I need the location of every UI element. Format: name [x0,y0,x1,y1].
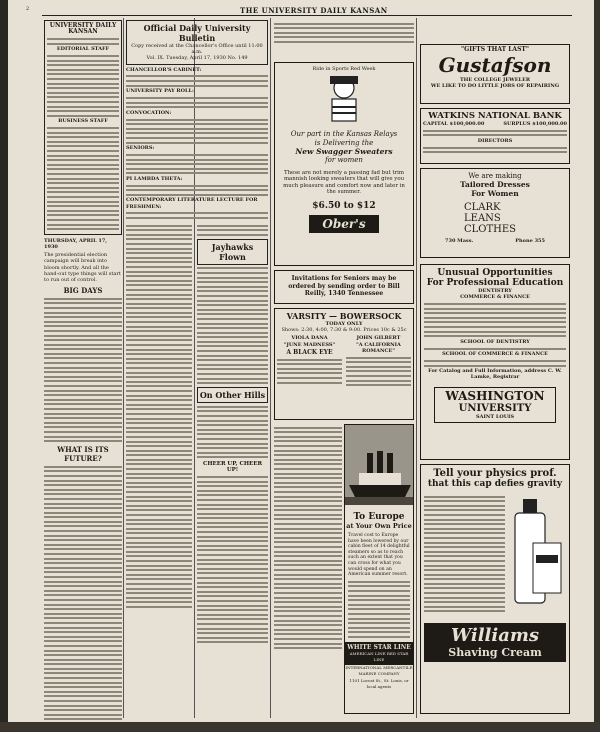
jayhawks-flown-headline: Jayhawks Flown [197,239,268,265]
watkins-bank-ad [420,108,570,164]
masthead-title: THE UNIVERSITY DAILY KANSAN [240,6,388,15]
bulletin-item: CONTEMPORARY LITERATURE LECTURE FOR FRESHMEN: [126,197,258,210]
business-staff-head: BUSINESS STAFF [58,118,108,125]
varsity-subtitle: TODAY ONLY [325,321,363,327]
clarks-logo-line: CLARK [464,202,501,213]
obers-line: New Swagger Sweaters [295,147,393,157]
varsity-theater-ad [274,308,414,420]
white-star-partners: AMERICAN LINE RED STAR LINE [349,650,409,663]
clarks-logo-line: LEANS [464,213,501,224]
news-column-2 [126,222,192,718]
big-days-body [44,298,122,442]
dateline: THURSDAY, APRIL 17, 1930 [44,237,108,250]
williams-brand: Williams [450,625,540,646]
bulletin-item: UNIVERSITY PAY ROLL: [126,88,194,95]
big-days-headline: BIG DAYS [63,286,103,296]
varsity-shows: Shows: 2:30, 4:00, 7:30 & 9:00. Prices 10c & 25c [281,327,407,334]
column-rule [270,18,271,718]
column-rule [416,18,417,718]
right-film-title: "A CALIFORNIA ROMANCE" [356,341,401,354]
bulletin-subtitle: Copy received at the Chancellor's Office until 11:00 a.m. [131,43,263,56]
varsity-title: VARSITY — BOWERSOCK [286,311,402,321]
obers-line: Our part in the Kansas Relays [290,130,398,139]
washu-sub: COMMERCE & FINANCE [460,294,530,301]
washu-school: SCHOOL OF DENTISTRY [460,338,530,345]
washu-school: SCHOOL OF COMMERCE & FINANCE [442,351,548,358]
left-film-title: "JUNE MADNESS" [283,341,336,348]
editorial-column [44,20,122,720]
washu-logo-line: WASHINGTON [445,388,545,403]
left-film-star: VIOLA DANA [291,335,328,342]
obers-sweater-ad [274,62,414,266]
williams-headline: that this cap defies gravity [427,479,563,489]
washu-logo [434,387,556,423]
washu-logo-line: SAINT LOUIS [475,413,515,420]
invitations-text: Invitations for Seniors may be ordered by sending order to Bill Reilly, 1340 Tennessee [288,275,400,298]
editorial-staff-head: EDITORIAL STAFF [56,46,110,53]
obers-line: for women [325,156,363,165]
obers-body: These are not merely a passing fad but trim mannish looking sweaters that will give you much pleasure and comfort now and later in the summer. [283,169,405,196]
washu-logo-line: UNIVERSITY [458,402,532,414]
white-star-subheadline: at Your Own Price [346,522,412,530]
gustafson-slogan: WE LIKE TO DO LITTLE JOBS OF REPAIRING [430,83,560,90]
official-bulletin [126,20,268,220]
watkins-title: WATKINS NATIONAL BANK [428,111,562,121]
steamship-illustration [345,425,414,505]
invitations-ad [274,270,414,304]
washu-headline: For Professional Education [426,278,564,288]
nameplate-box [44,20,122,235]
clarks-logo [464,202,566,235]
what-future-body [44,466,122,720]
nameplate: UNIVERSITY DAILY KANSAN [49,22,117,36]
clarks-address: 730 Mass. [444,238,474,244]
obers-line: is Delivering the [314,138,374,147]
washu-sub: DENTISTRY [478,288,512,294]
column-rule [123,18,124,718]
white-star-headline: To Europe [353,512,405,522]
bulletin-title: Official Daily University Bulletin [143,23,251,43]
williams-logo [424,623,566,662]
clarks-line: For Women [471,189,519,198]
white-star-body: Travel cost to Europe have been lowered by our cabin fleet of 14 delightful steamers so as to reach such an extent that you can cross for what you would spend on an American summer resort. [348,533,410,578]
bulletin-header-box [126,20,268,65]
gustafson-ad [420,44,570,104]
what-future-headline: WHAT IS ITS FUTURE? [57,445,109,464]
news-column-4 [274,424,342,724]
bulletin-item: CHANCELLOR'S CABINET: [126,66,202,73]
obers-top-line: Ride in Sports Red Week [312,66,376,72]
clarks-clothes-ad [420,168,570,258]
bulletin-issue: Vol. IX. Tuesday, April 17, 1930 No. 149 [146,55,248,62]
gustafson-logo: Gustafson [438,53,552,78]
sweater-girl-illustration [278,72,410,124]
news-column-4-top [274,20,414,60]
lead-paragraph: The presidential election campaign will break into bloom shortly. And all the hand-out type things will start to run out of control. [44,252,121,283]
obers-logo: Ober's [309,215,379,233]
bulletin-item: PI LAMBDA THETA: [126,175,183,182]
page-edge-right [594,0,600,732]
shaving-cream-tube-illustration [509,493,565,613]
obers-price: $6.50 to $12 [312,201,376,212]
bulletin-item: CONVOCATION: [126,109,172,116]
bulletin-item: SENIORS: [126,145,155,152]
white-star-footer [345,642,413,665]
washu-catalog: For Catalog and Full Information, address C. W. Lamke, Registrar [428,368,562,381]
white-star-brand: WHITE STAR LINE [347,643,411,651]
clarks-intro: We are making [468,172,522,180]
gustafson-desc: THE COLLEGE JEWELER [459,77,531,84]
white-star-address: 1101 Locust St., St. Louis, or local agents [349,677,409,689]
watkins-directors: DIRECTORS [477,137,513,144]
white-star-line-ad [344,424,414,714]
page-number: 2 [26,6,30,12]
washington-university-ad [420,264,570,460]
masthead-rule [42,15,572,16]
clarks-line: Tailored Dresses [460,180,530,189]
gustafson-tagline: "GIFTS THAT LAST" [460,46,529,53]
left-feature: A BLACK EYE [286,348,333,356]
clarks-logo-line: CLOTHES [464,224,517,235]
white-star-marine: INTERNATIONAL MERCANTILE MARINE COMPANY [345,665,413,677]
cheer-up-headline: CHEER UP, CHEER UP! [202,461,263,474]
williams-product: Shaving Cream [448,646,542,659]
williams-headline: Tell your physics prof. [433,468,557,479]
news-column-3 [197,222,268,718]
watkins-capital: CAPITAL $100,000.00 [423,121,485,127]
williams-shaving-ad [420,464,570,714]
washu-headline: Unusual Opportunities [437,268,553,278]
on-other-hills-headline: On Other Hills [197,387,268,403]
page-edge-left [0,0,8,732]
clarks-phone: Phone 355 [515,238,546,244]
right-film-star: JOHN GILBERT [356,335,401,342]
watkins-surplus: SURPLUS $100,000.00 [503,121,567,127]
